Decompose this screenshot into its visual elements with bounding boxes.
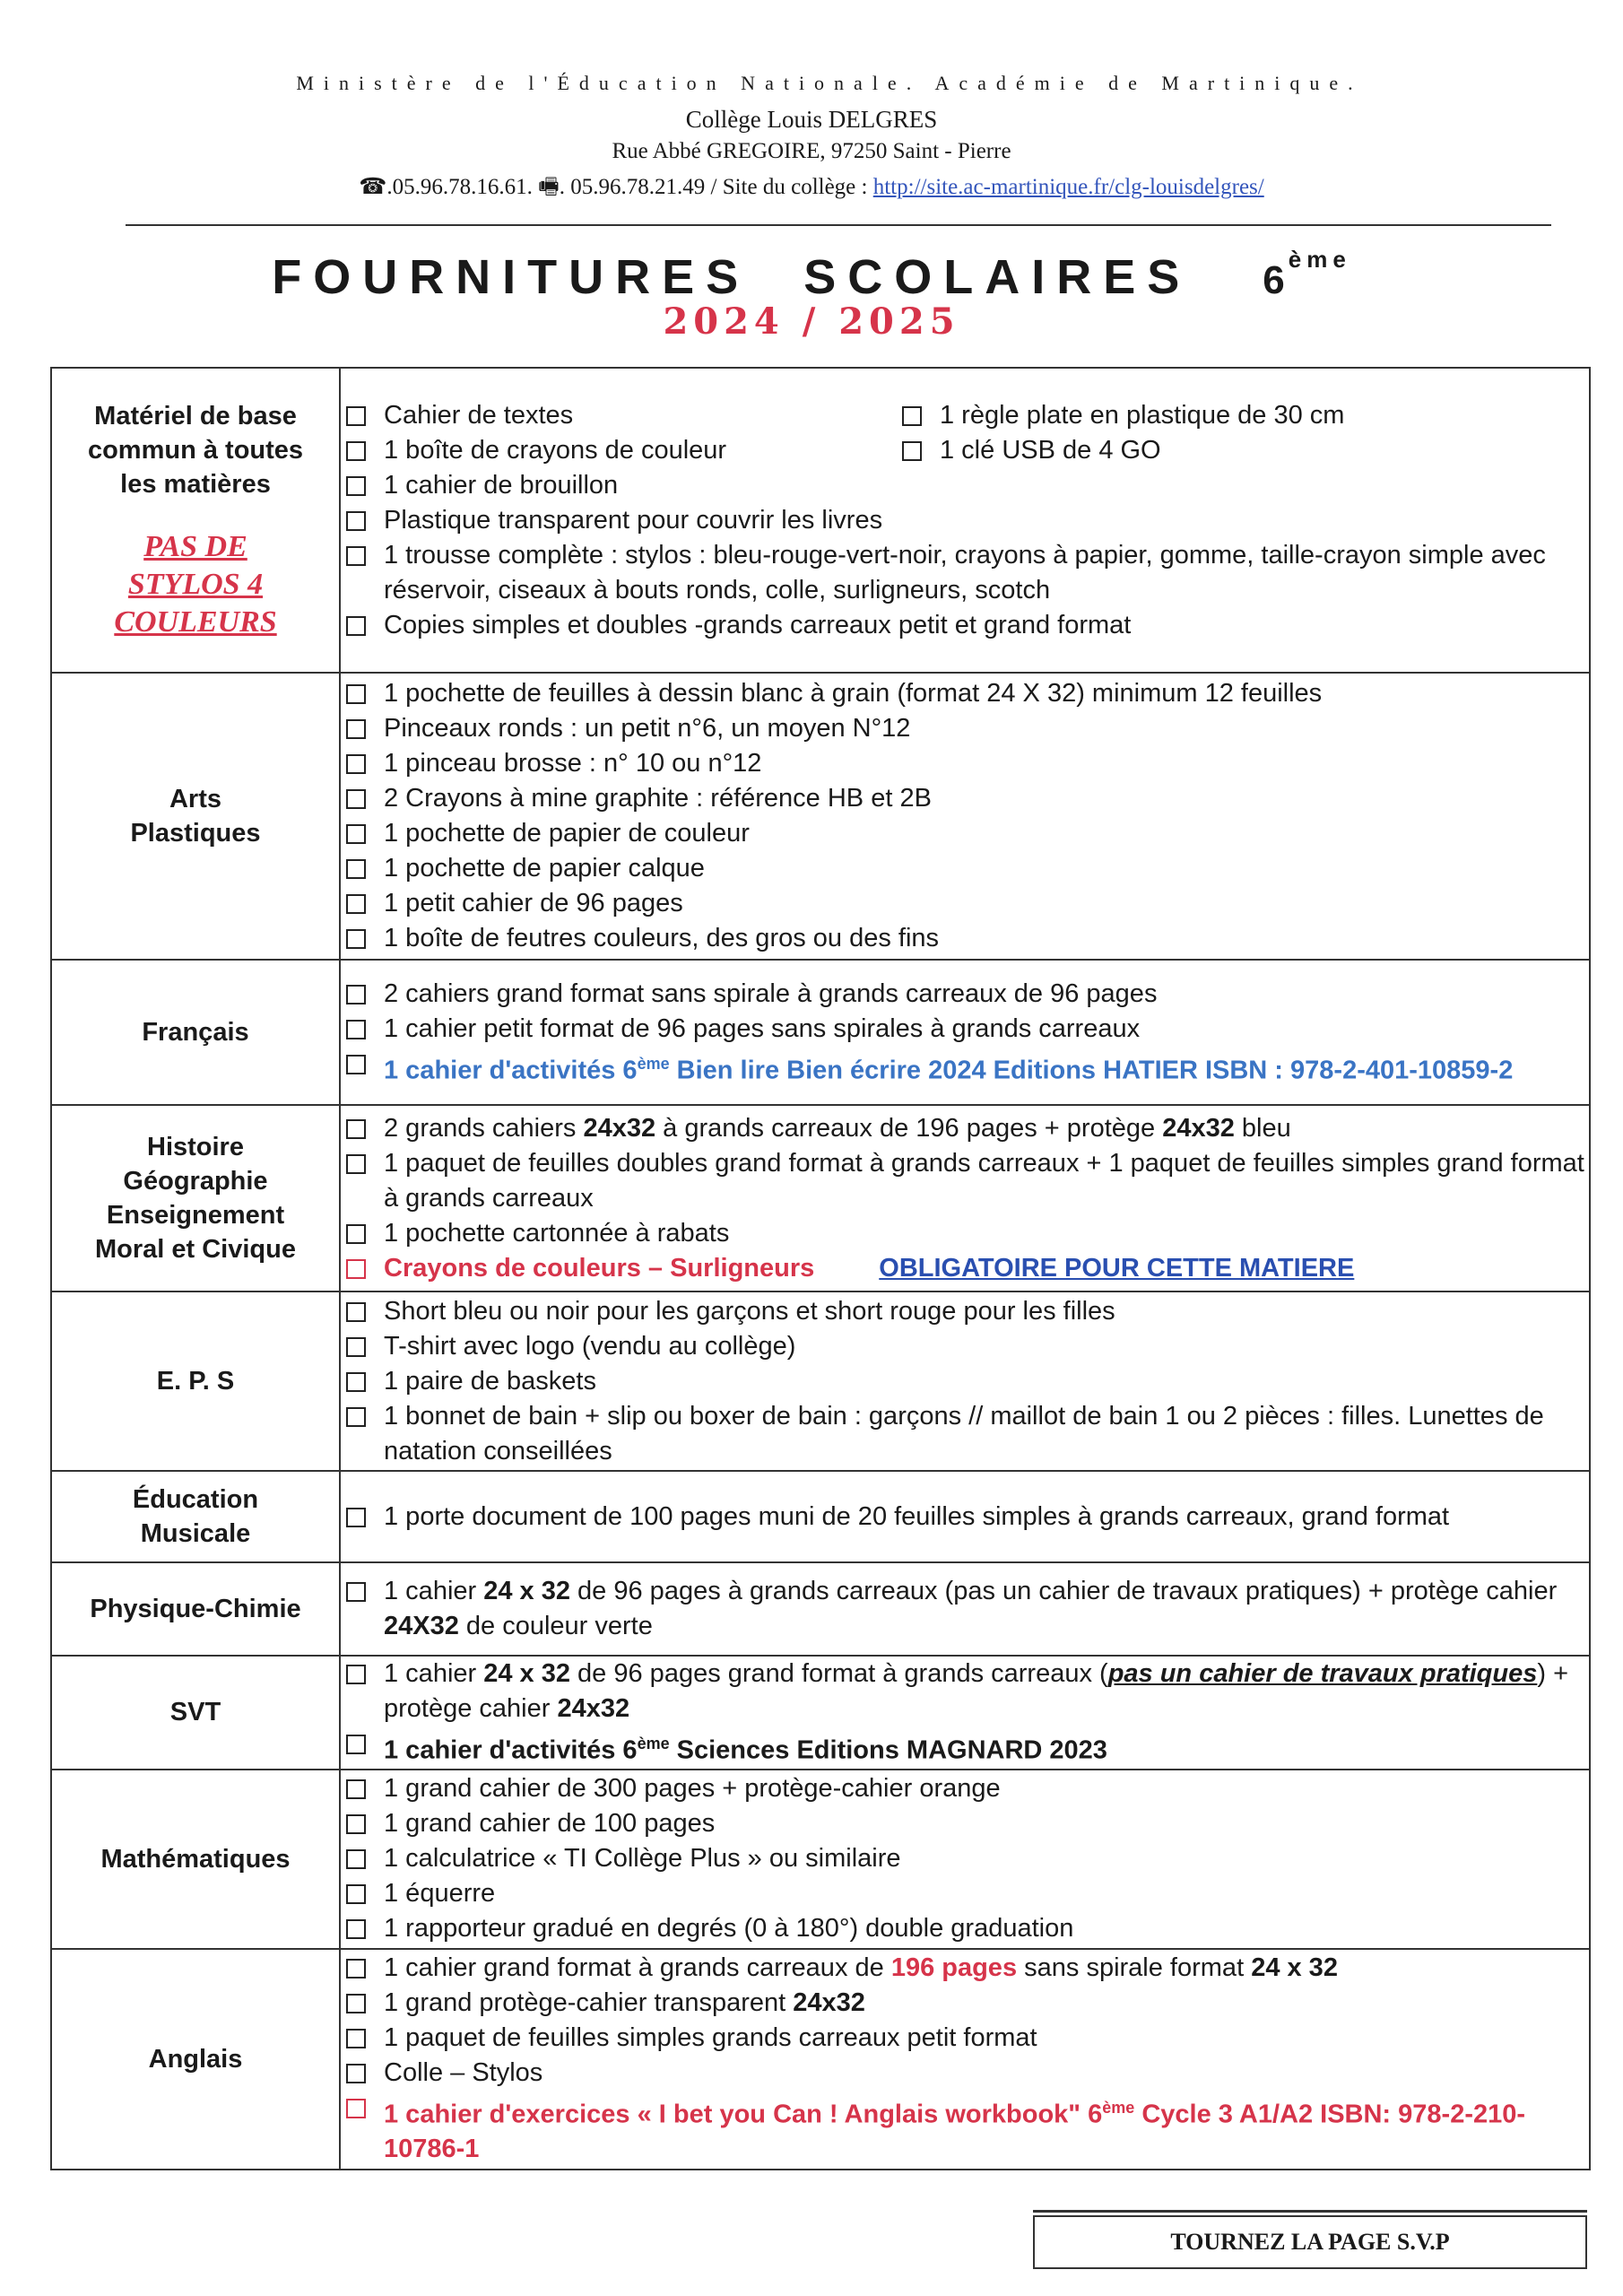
checkbox-icon: [346, 1154, 366, 1174]
checkbox-icon: [346, 824, 366, 844]
checkbox-item[interactable]: 1 trousse complète : stylos : bleu-rouge-vert-noir, crayons à papier, gomme, taille-crayon simple avec réservoir, ciseaux à bouts ronds, colle, surligneurs, scotch: [341, 538, 1589, 608]
row-anglais: [51, 1949, 1590, 2170]
row-base: [51, 368, 1590, 673]
checkbox-item[interactable]: 1 porte document de 100 pages muni de 20 feuilles simples à grands carreaux, grand format: [341, 1500, 1589, 1535]
items-musique: [340, 1471, 1590, 1562]
grade-level: 6ème: [1263, 246, 1351, 302]
subject-base: Matériel de base commun à toutes les matières PAS DE STYLOS 4 COULEURS: [51, 368, 340, 673]
ministry-line: Ministère de l'Éducation Nationale. Académie de Martinique.: [296, 72, 1363, 94]
row-maths: [51, 1770, 1590, 1949]
page-title: [0, 246, 1623, 305]
checkbox-item[interactable]: 2 cahiers grand format sans spirale à grands carreaux de 96 pages: [341, 977, 1589, 1012]
checkbox-item-mandatory[interactable]: Crayons de couleurs – Surligneurs OBLIGATOIRE POUR CETTE MATIERE: [341, 1251, 1589, 1286]
checkbox-icon: [346, 985, 366, 1004]
checkbox-icon: [346, 1814, 366, 1834]
checkbox-item[interactable]: 2 grands cahiers 24x32 à grands carreaux de 196 pages + protège 24x32 bleu: [341, 1111, 1589, 1146]
checkbox-icon: [346, 1407, 366, 1427]
row-musique: [51, 1471, 1590, 1562]
checkbox-item[interactable]: 1 paquet de feuilles doubles grand format à grands carreaux + 1 paquet de feuilles simples grand format à grands carreaux: [341, 1146, 1589, 1216]
checkbox-icon: [346, 1302, 366, 1322]
checkbox-item[interactable]: 1 grand cahier de 100 pages: [341, 1806, 1589, 1841]
checkbox-item[interactable]: 1 boîte de feutres couleurs, des gros ou des fins: [341, 921, 1589, 956]
checkbox-item[interactable]: 1 rapporteur gradué en degrés (0 à 180°) double graduation: [341, 1911, 1589, 1946]
items-base: [340, 368, 1590, 673]
items-francais: [340, 960, 1590, 1105]
checkbox-item[interactable]: 2 Crayons à mine graphite : référence HB et 2B: [341, 781, 1589, 816]
row-francais: [51, 960, 1590, 1105]
header-divider: [126, 224, 1551, 226]
phone-icon: ☎: [359, 175, 387, 199]
footer-rule: [1033, 2210, 1587, 2213]
checkbox-icon: [346, 894, 366, 914]
items-arts: [340, 673, 1590, 960]
checkbox-icon: [346, 406, 366, 426]
checkbox-icon: [346, 1959, 366, 1979]
letterhead: [0, 72, 1623, 208]
checkbox-item[interactable]: 1 pinceau brosse : n° 10 ou n°12: [341, 746, 1589, 781]
fax-icon: 🖷: [538, 175, 560, 199]
subject-arts: Arts Plastiques: [51, 673, 340, 960]
checkbox-icon: [346, 441, 366, 461]
contact-line: [0, 170, 1623, 208]
checkbox-item-workbook[interactable]: 1 cahier d'activités 6ème Bien lire Bien écrire 2024 Editions HATIER ISBN : 978-2-401-10859-2: [341, 1047, 1589, 1089]
checkbox-item[interactable]: 1 calculatrice « TI Collège Plus » ou similaire: [341, 1841, 1589, 1876]
website-link[interactable]: http://site.ac-martinique.fr/clg-louisdelgres/: [872, 175, 1264, 199]
checkbox-icon: [346, 929, 366, 949]
checkbox-item[interactable]: 1 paire de baskets: [341, 1364, 1589, 1399]
college-name: Collège Louis DELGRES: [685, 106, 938, 133]
checkbox-icon: [346, 1849, 366, 1869]
checkbox-icon: [346, 1259, 366, 1279]
title-word-1: FOURNITURES: [272, 250, 751, 304]
items-histoire: [340, 1105, 1590, 1292]
checkbox-item[interactable]: 1 paquet de feuilles simples grands carreaux petit format: [341, 2021, 1589, 2056]
checkbox-icon: [346, 789, 366, 809]
checkbox-item[interactable]: 1 cahier petit format de 96 pages sans spirales à grands carreaux: [341, 1012, 1589, 1047]
no-4-color-pens-warning: PAS DE STYLOS 4 COULEURS: [114, 530, 277, 639]
checkbox-icon: [346, 1224, 366, 1244]
checkbox-icon: [346, 859, 366, 879]
checkbox-icon: [902, 406, 922, 426]
checkbox-item[interactable]: 1 pochette de feuilles à dessin blanc à grain (format 24 X 32) minimum 12 feuilles: [341, 676, 1589, 711]
checkbox-icon: [346, 1337, 366, 1357]
checkbox-icon: [346, 1020, 366, 1039]
checkbox-item[interactable]: 1 équerre: [341, 1876, 1589, 1911]
checkbox-item[interactable]: Copies simples et doubles -grands carreaux petit et grand format: [341, 608, 1589, 643]
title-word-2: SCOLAIRES: [803, 250, 1192, 304]
checkbox-icon: [346, 2064, 366, 2083]
fax-number: . 05.96.78.21.49 / Site du collège :: [559, 175, 873, 199]
mandatory-note: OBLIGATOIRE POUR CETTE MATIERE: [879, 1253, 1355, 1283]
checkbox-item[interactable]: 1 grand protège-cahier transparent 24x32: [341, 1986, 1589, 2021]
checkbox-item[interactable]: Colle – Stylos: [341, 2056, 1589, 2091]
checkbox-icon: [346, 1582, 366, 1602]
subject-musique: Éducation Musicale: [51, 1471, 340, 1562]
row-svt: [51, 1656, 1590, 1770]
items-eps: [340, 1292, 1590, 1471]
checkbox-item[interactable]: 1 pochette de papier de couleur: [341, 816, 1589, 851]
checkbox-item-workbook[interactable]: 1 cahier d'exercices « I bet you Can ! Anglais workbook" 6ème Cycle 3 A1/A2 ISBN: 978-2-210-10786-1: [341, 2091, 1589, 2168]
items-maths: [340, 1770, 1590, 1949]
checkbox-icon: [346, 1994, 366, 2013]
checkbox-item[interactable]: Pinceaux ronds : un petit n°6, un moyen N°12: [341, 711, 1589, 746]
checkbox-icon: [346, 546, 366, 566]
checkbox-item[interactable]: 1 clé USB de 4 GO: [897, 433, 1589, 468]
subject-anglais: Anglais: [51, 1949, 340, 2170]
checkbox-icon: [346, 1665, 366, 1684]
subject-francais: Français: [51, 960, 340, 1105]
checkbox-item[interactable]: 1 grand cahier de 300 pages + protège-cahier orange: [341, 1771, 1589, 1806]
checkbox-icon: [902, 441, 922, 461]
checkbox-item[interactable]: 1 pochette de papier calque: [341, 851, 1589, 886]
college-address: Rue Abbé GREGOIRE, 97250 Saint - Pierre: [612, 139, 1011, 163]
checkbox-icon: [346, 1055, 366, 1074]
checkbox-item[interactable]: 1 cahier 24 x 32 de 96 pages à grands carreaux (pas un cahier de travaux pratiques) + protège cahier 24X32 de couleur verte: [341, 1574, 1589, 1644]
checkbox-icon: [346, 476, 366, 496]
phone-number: .05.96.78.16.61.: [386, 175, 539, 199]
subject-histoire: Histoire Géographie Enseignement Moral et Civique: [51, 1105, 340, 1292]
subject-physique: Physique-Chimie: [51, 1562, 340, 1656]
row-physique: [51, 1562, 1590, 1656]
supplies-table: [50, 367, 1591, 2170]
checkbox-icon: [346, 719, 366, 739]
checkbox-icon: [346, 1779, 366, 1799]
school-year: 2024 / 2025: [663, 300, 960, 343]
checkbox-icon: [346, 1919, 366, 1939]
checkbox-item[interactable]: Short bleu ou noir pour les garçons et short rouge pour les filles: [341, 1294, 1589, 1329]
checkbox-item[interactable]: 1 cahier grand format à grands carreaux de 196 pages sans spirale format 24 x 32: [341, 1951, 1589, 1986]
checkbox-icon: [346, 2029, 366, 2048]
checkbox-item[interactable]: 1 petit cahier de 96 pages: [341, 886, 1589, 921]
subject-svt: SVT: [51, 1656, 340, 1770]
checkbox-item[interactable]: 1 cahier 24 x 32 de 96 pages grand format à grands carreaux (pas un cahier de travaux pratiques) + protège cahier 24x32: [341, 1657, 1589, 1726]
checkbox-item[interactable]: 1 règle plate en plastique de 30 cm: [897, 398, 1589, 433]
checkbox-icon: [346, 2099, 366, 2118]
checkbox-item[interactable]: 1 boîte de crayons de couleur: [341, 433, 897, 468]
checkbox-item[interactable]: T-shirt avec logo (vendu au collège): [341, 1329, 1589, 1364]
checkbox-icon: [346, 1119, 366, 1139]
items-physique: [340, 1562, 1590, 1656]
checkbox-icon: [346, 684, 366, 704]
checkbox-item[interactable]: Plastique transparent pour couvrir les livres: [341, 503, 1589, 538]
checkbox-item[interactable]: 1 pochette cartonnée à rabats: [341, 1216, 1589, 1251]
subject-eps: E. P. S: [51, 1292, 340, 1471]
checkbox-icon: [346, 616, 366, 636]
checkbox-item[interactable]: 1 cahier de brouillon: [341, 468, 1589, 503]
checkbox-icon: [346, 1735, 366, 1754]
row-histoire: [51, 1105, 1590, 1292]
checkbox-icon: [346, 1372, 366, 1392]
checkbox-icon: [346, 754, 366, 774]
items-svt: [340, 1656, 1590, 1770]
checkbox-item-workbook[interactable]: 1 cahier d'activités 6ème Sciences Editions MAGNARD 2023: [341, 1726, 1589, 1769]
checkbox-icon: [346, 1884, 366, 1904]
checkbox-item[interactable]: 1 bonnet de bain + slip ou boxer de bain : garçons // maillot de bain 1 ou 2 pièces : filles. Lunettes de natation conseillées: [341, 1399, 1589, 1469]
items-anglais: [340, 1949, 1590, 2170]
turn-page-notice: TOURNEZ LA PAGE S.V.P: [1033, 2215, 1587, 2269]
row-eps: [51, 1292, 1590, 1471]
checkbox-icon: [346, 1508, 366, 1527]
checkbox-icon: [346, 511, 366, 531]
checkbox-item[interactable]: Cahier de textes: [341, 398, 897, 433]
subject-maths: Mathématiques: [51, 1770, 340, 1949]
row-arts: [51, 673, 1590, 960]
